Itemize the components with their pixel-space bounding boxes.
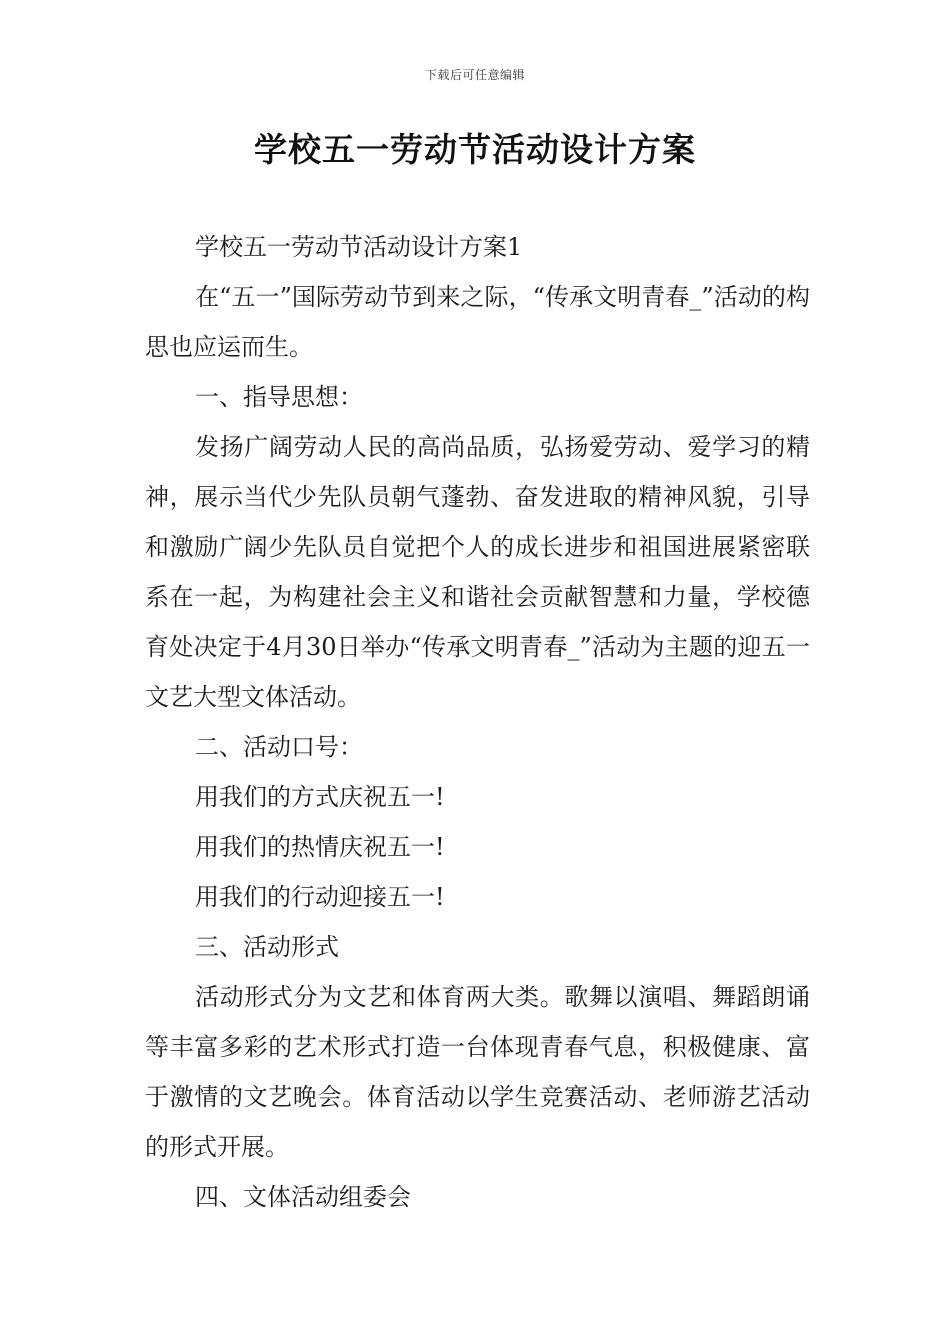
document-body <box>145 222 810 1222</box>
slogan-item: 用我们的热情庆祝五一! <box>195 833 445 861</box>
heading-guiding-ideology: 一、指导思想： <box>195 383 363 411</box>
heading-slogans: 二、活动口号： <box>195 733 363 761</box>
heading-organizing-committee: 四、文体活动组委会 <box>195 1183 411 1211</box>
paragraph-intro: 在“五一”国际劳动节到来之际，“传承文明青春_”活动的构思也应运而生。 <box>145 283 810 361</box>
heading-activity-form: 三、活动形式 <box>195 933 339 961</box>
slogan-item: 用我们的行动迎接五一! <box>195 883 445 911</box>
document-title: 学校五一劳动节活动设计方案 <box>254 130 696 169</box>
slogan-item: 用我们的方式庆祝五一! <box>195 783 445 811</box>
paragraph-guiding-ideology: 发扬广阔劳动人民的高尚品质，弘扬爱劳动、爱学习的精神，展示当代少先队员朝气蓬勃、奋发进取的精神风貌，引导和激励广阔少先队员自觉把个人的成长进步和祖国进展紧密联系在一起，为构建社会主义和谐社会贡献智慧和力量，学校德育处决定于4月30日举办“传承文明青春_”活动为主题的迎五一文艺大型文体活动。 <box>145 433 810 711</box>
paragraph-section-heading: 学校五一劳动节活动设计方案1 <box>195 233 523 261</box>
header-note: 下载后可任意编辑 <box>424 68 525 82</box>
paragraph-activity-form: 活动形式分为文艺和体育两大类。歌舞以演唱、舞蹈朗诵等丰富多彩的艺术形式打造一台体现青春气息，积极健康、富于激情的文艺晚会。体育活动以学生竞赛活动、老师游艺活动的形式开展。 <box>145 983 810 1161</box>
